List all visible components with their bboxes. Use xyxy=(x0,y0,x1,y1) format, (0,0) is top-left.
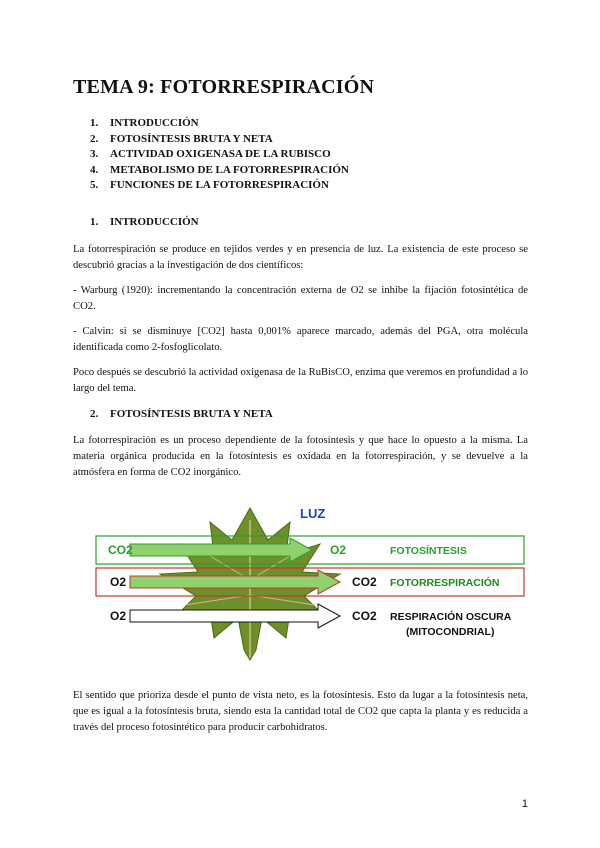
section-2-paragraph-1: La fotorrespiración es un proceso dependiente de la fotosíntesis y que hace lo opuesto a la misma. La materia orgánica producida en la fotosíntesis es oxidada en la fotorrespiración, y se devuelve a la atmósfera en forma de CO2 inorgánico. xyxy=(73,435,528,478)
row2-left-molecule: O2 xyxy=(110,575,127,589)
toc-item: 1. INTRODUCCIÓN xyxy=(90,117,199,129)
toc-item: 2. FOTOSÍNTESIS BRUTA Y NETA xyxy=(90,132,273,145)
row1-label: FOTOSÍNTESIS xyxy=(390,545,467,557)
row3-sublabel: (MITOCONDRIAL) xyxy=(406,626,495,638)
section-1-heading: 1. INTRODUCCIÓN xyxy=(90,216,199,228)
diagram-svg xyxy=(90,500,530,670)
toc-item: 4. METABOLISMO DE LA FOTORRESPIRACIÓN xyxy=(90,163,349,176)
section-1-paragraph-4: Poco después se descubrió la actividad oxigenasa de la RuBisCO, enzima que veremos en profundidad a lo largo del tema. xyxy=(73,367,528,394)
row3-left-molecule: O2 xyxy=(110,609,127,623)
toc-item: 5. FUNCIONES DE LA FOTORRESPIRACIÓN xyxy=(90,179,329,191)
section-2-heading: 2. FOTOSÍNTESIS BRUTA Y NETA xyxy=(90,408,273,420)
row3-label: RESPIRACIÓN OSCURA xyxy=(390,611,512,623)
page-title: TEMA 9: FOTORRESPIRACIÓN xyxy=(73,76,375,98)
table-of-contents xyxy=(90,116,349,194)
section-1-paragraph-3: - Calvin: si se disminuye [CO2] hasta 0,001% aparece marcado, además del PGA, otra molécula identificada como 2-fosfoglicolato. xyxy=(73,326,528,353)
page-number: 1 xyxy=(521,798,528,810)
toc-item: 3. ACTIVIDAD OXIGENASA DE LA RUBISCO xyxy=(90,148,331,160)
row1-left-molecule: CO2 xyxy=(108,543,133,557)
row3-right-molecule: CO2 xyxy=(352,609,377,623)
row2-label: FOTORRESPIRACIÓN xyxy=(390,577,500,589)
section-2-paragraph-2: El sentido que prioriza desde el punto de vista neto, es la fotosíntesis. Esto da lugar a la fotosíntesis neta, que es igual a la fotosíntesis bruta, siendo esta la cantidad total de CO2 que capta la planta y es reducida a través del proceso fotosintético para producir carbohidratos. xyxy=(73,690,528,733)
row2-right-molecule: CO2 xyxy=(352,575,377,589)
row1-right-molecule: O2 xyxy=(330,543,347,557)
section-1-paragraph-1: La fotorrespiración se produce en tejidos verdes y en presencia de luz. La existencia de este proceso se descubrió gracias a la investigación de dos científicos: xyxy=(73,244,528,271)
photorespiration-diagram xyxy=(90,500,530,670)
section-1-paragraph-2: - Warburg (1920): incrementando la concentración externa de O2 se inhibe la fijación fotosintética de CO2. xyxy=(73,285,528,312)
luz-label: LUZ xyxy=(300,506,326,521)
